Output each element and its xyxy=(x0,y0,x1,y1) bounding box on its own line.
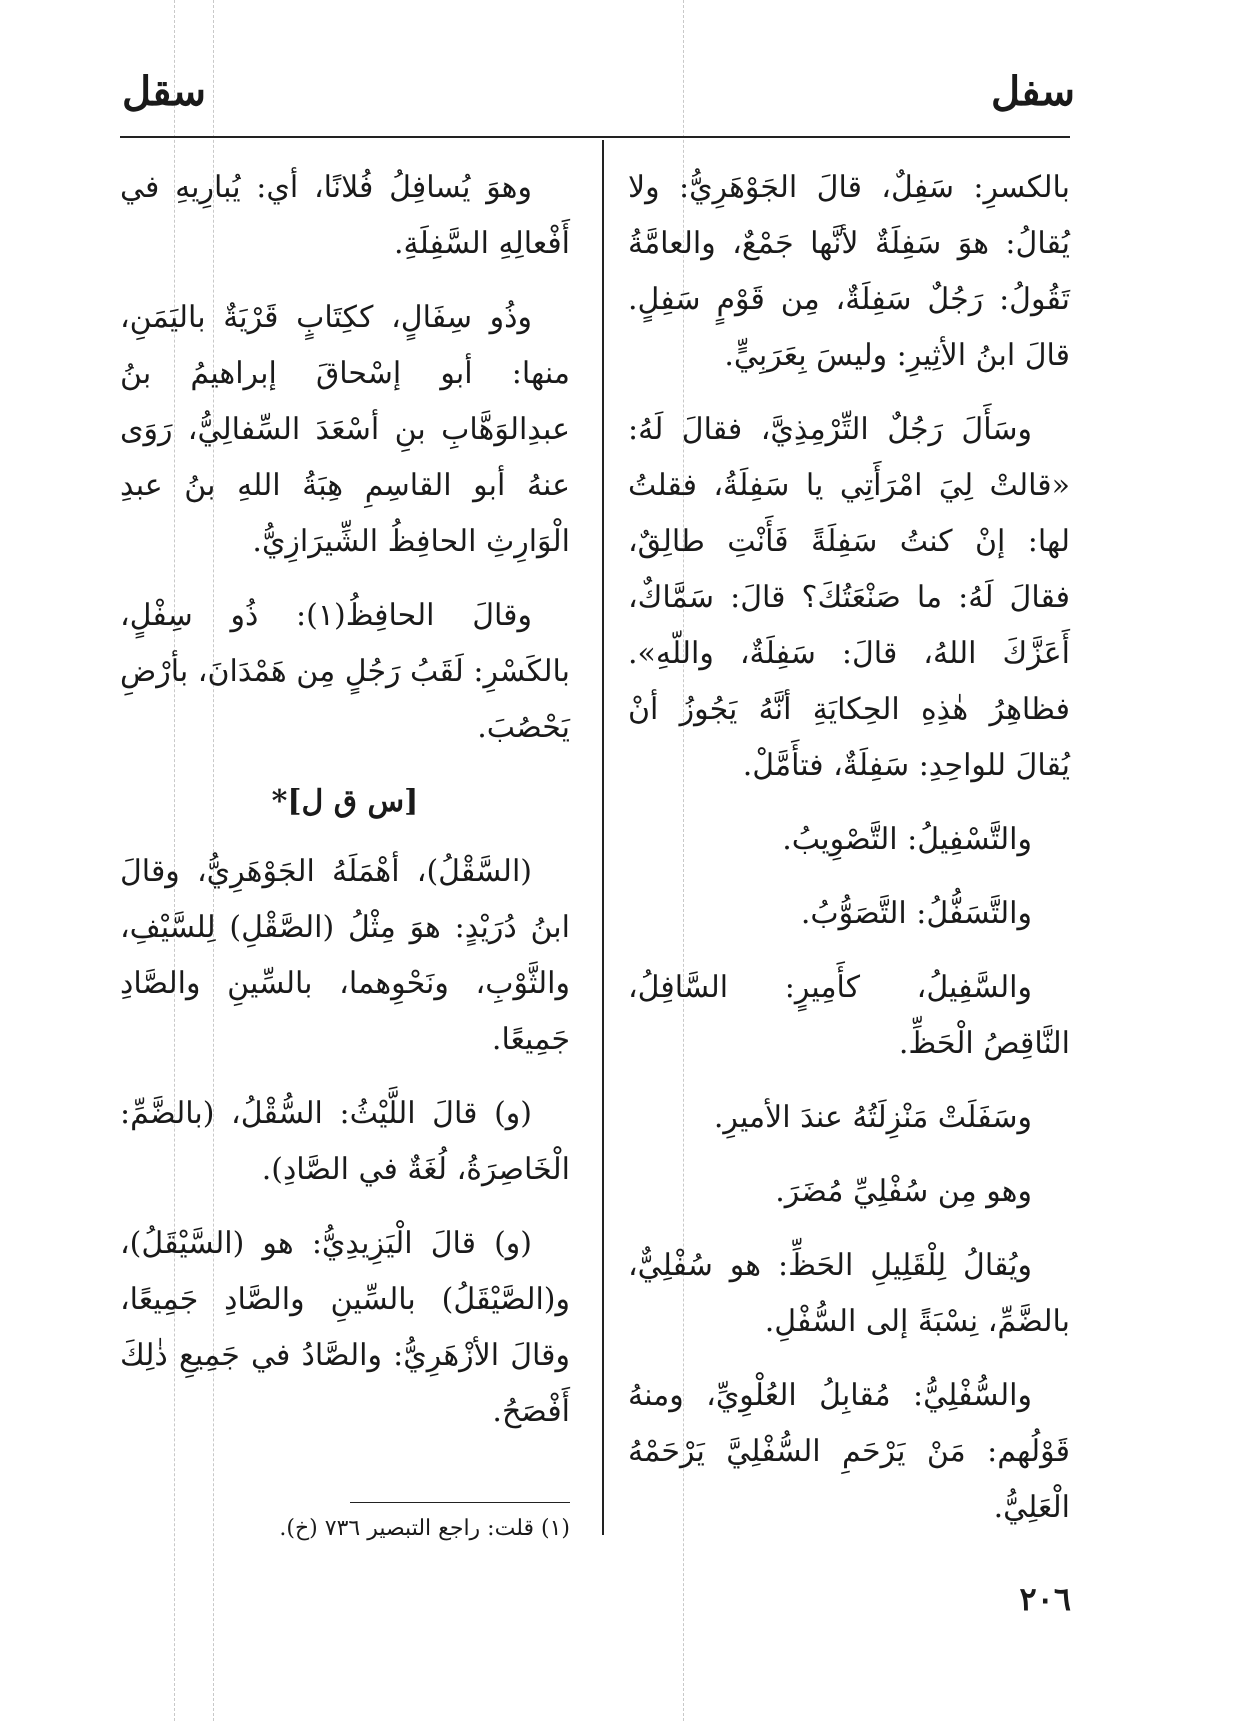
paragraph: وسَأَلَ رَجُلٌ التِّرْمِذِيَّ، فقالَ لَهُ: «قالتْ لِيَ امْرَأَتِي يا سَفِلَةُ، فقلتُ لها: إنْ كنتُ سَفِلَةً فَأَنْتِ طالِقٌ، فقالَ لَهُ: ما صَنْعَتُكَ؟ قالَ: سَمَّاكٌ، أَعَزَّكَ اللهُ، قالَ: سَفِلَةٌ، واللّهِ». فظاهِرُ هٰذِهِ الحِكايَةِ أنَّهُ يَجُوزُ أنْ يُقالَ للواحِدِ: سَفِلَةٌ، فتأَمَّلْ. xyxy=(628,412,1070,783)
right-column xyxy=(628,160,1070,1554)
paragraph: ويُقالُ لِلْقَلِيلِ الحَظِّ: هو سُفْلِيٌّ، بالضَّمِّ، نِسْبَةً إلى السُّفْلِ. xyxy=(628,1248,1070,1339)
header-rule xyxy=(120,136,1070,138)
paragraph: (و) قالَ الْيَزِيدِيُّ: هو (السَّيْقَلُ)، و(الصَّيْقَلُ) بالسِّينِ والصَّادِ جَمِيعًا، وقالَ الأزْهَرِيُّ: والصَّادُ في جَمِيعِ ذٰلِكَ أَفْصَحُ. xyxy=(120,1226,570,1429)
paragraph: وهوَ يُسافِلُ فُلانًا، أي: يُبارِيهِ في أَفْعالِهِ السَّفِلَةِ. xyxy=(120,170,570,261)
paragraph: والتَّسَفُّلُ: التَّصَوُّبُ. xyxy=(800,896,1032,931)
running-head-left: سقل xyxy=(122,68,207,115)
paragraph: بالكسرِ: سَفِلٌ، قالَ الجَوْهَرِيُّ: ولا يُقالُ: هوَ سَفِلَةٌ لأنَّها جَمْعٌ، والعامَّةُ تَقُولُ: رَجُلٌ سَفِلَةٌ، مِن قَوْمٍ سَفِلٍ. قالَ ابنُ الأثِيرِ: وليسَ بِعَرَبِيٍّ. xyxy=(628,170,1070,373)
section-heading: [س ق ل]* xyxy=(271,784,419,819)
footnote-rule xyxy=(350,1502,570,1503)
paragraph: وهو مِن سُفْلِيِّ مُضَرَ. xyxy=(775,1174,1032,1209)
paragraph: وذُو سِفَالٍ، ككِتَابٍ قَرْيَةٌ باليَمَنِ، منها: أبو إسْحاقَ إبراهيمُ بنُ عبدِالوَهَّابِ بنِ أسْعَدَ السِّفالِيُّ، رَوَى عنهُ أبو القاسِمِ هِبَةُ اللهِ بنُ عبدِ الْوَارِثِ الحافِظُ الشِّيرَازِيُّ. xyxy=(120,300,570,559)
paragraph: وقالَ الحافِظُ(١): ذُو سِفْلٍ، بالكَسْرِ: لَقَبُ رَجُلٍ مِن هَمْدَانَ، بأرْضِ يَحْصُبَ. xyxy=(120,598,570,745)
footnote: (١) قلت: راجع التبصير ٧٣٦ (خ). xyxy=(279,1516,570,1541)
page-number: ٢٠٦ xyxy=(1019,1580,1071,1618)
column-divider xyxy=(602,140,604,1535)
paragraph: والسَّفِيلُ، كأَمِيرٍ: السَّافِلُ، النَّاقِصُ الْحَظِّ. xyxy=(628,970,1070,1061)
left-column xyxy=(120,160,570,1458)
paragraph: وسَفَلَتْ مَنْزِلَتُهُ عندَ الأميرِ. xyxy=(713,1100,1032,1135)
paragraph: (السَّقْلُ)، أهْمَلَهُ الجَوْهَرِيُّ، وقالَ ابنُ دُرَيْدٍ: هوَ مِثْلُ (الصَّقْلِ) لِلسَّيْفِ، والثَّوْبِ، ونَحْوِهما، بالسِّينِ والصَّادِ جَمِيعًا. xyxy=(120,854,570,1057)
paragraph: (و) قالَ اللَّيْثُ: السُّقْلُ، (بالضَّمِّ: الْخَاصِرَةُ، لُغَةٌ في الصَّادِ). xyxy=(120,1096,570,1187)
running-head-right: سفل xyxy=(990,68,1075,115)
paragraph: والتَّسْفِيلُ: التَّصْوِيبُ. xyxy=(782,822,1032,857)
paragraph: والسُّفْلِيُّ: مُقابِلُ العُلْوِيِّ، ومنهُ قَوْلُهم: مَنْ يَرْحَمِ السُّفْلِيَّ يَرْحَمْهُ الْعَلِيُّ. xyxy=(628,1378,1070,1525)
